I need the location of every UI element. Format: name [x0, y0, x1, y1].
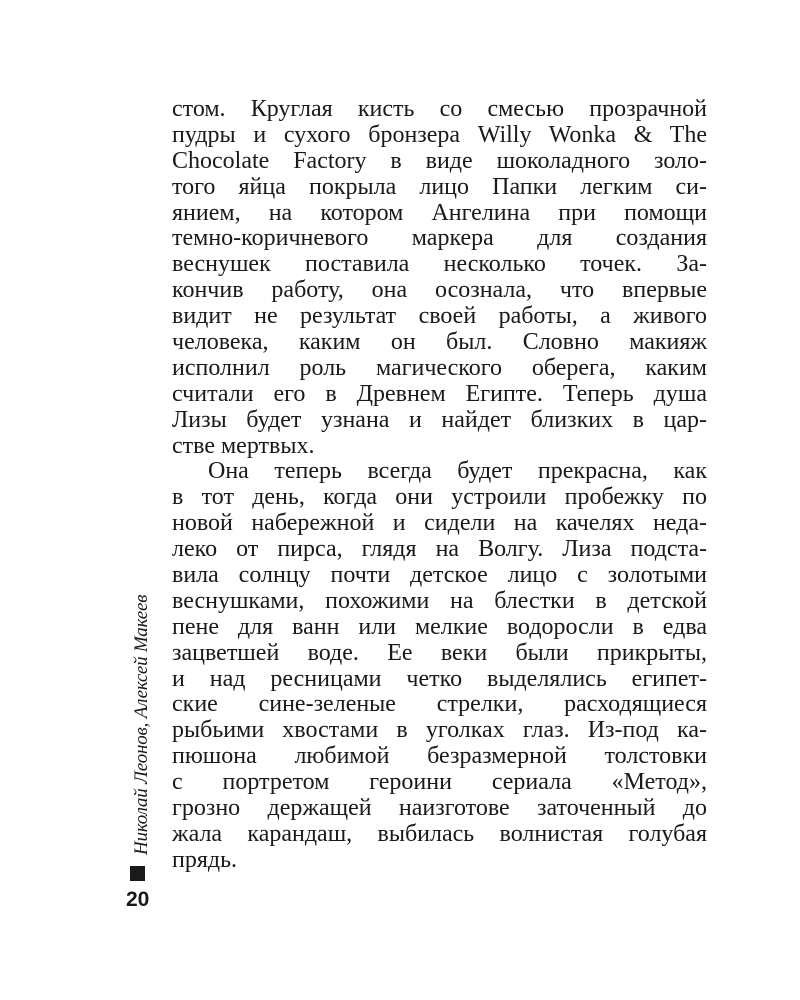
text-line: человека, каким он был. Словно макияж	[172, 329, 707, 356]
text-line: пюшона любимой безразмерной толстовки	[172, 743, 707, 770]
text-line: исполнил роль магического оберега, каким	[172, 354, 707, 381]
text-line: леко от пирса, глядя на Волгу. Лиза подста-	[172, 536, 707, 563]
text-line: и над ресницами четко выделялись египет-	[172, 665, 707, 692]
text-line: темно-коричневого маркера для создания	[172, 225, 707, 252]
text-line: янием, на котором Ангелина при помощи	[172, 199, 707, 226]
text-line: пудры и сухого бронзера Willy Wonka & The	[172, 121, 707, 148]
text-line: новой набережной и сидели на качелях неда-	[172, 510, 707, 537]
text-line: прядь.	[172, 846, 238, 873]
text-line: кончив работу, она осознала, что впервые	[172, 277, 707, 304]
paragraph-2	[172, 459, 707, 873]
text-line: того яйца покрыла лицо Папки легким си-	[172, 173, 707, 200]
text-line: в тот день, когда они устроили пробежку по	[172, 484, 707, 511]
text-line: рыбьими хвостами в уголках глаз. Из-под ка-	[172, 717, 707, 744]
text-line: видит не результат своей работы, а живого	[172, 303, 707, 330]
text-line: Лизы будет узнана и найдет близких в цар-	[172, 406, 707, 433]
text-line: считали его в Древнем Египте. Теперь душа	[172, 380, 707, 407]
body-text	[172, 97, 707, 874]
text-line: пене для ванн или мелкие водоросли в едва	[172, 613, 707, 640]
text-line: стом. Круглая кисть со смесью прозрачной	[172, 96, 707, 122]
text-line: ские сине-зеленые стрелки, расходящиеся	[172, 691, 707, 718]
text-line: стве мертвых.	[172, 432, 315, 459]
page-number: 20	[126, 888, 150, 911]
text-line: вила солнцу почти детское лицо с золотыми	[172, 562, 707, 589]
text-line: веснушками, похожими на блестки в детской	[172, 587, 707, 614]
text-line: Она теперь всегда будет прекрасна, как	[208, 458, 707, 485]
running-head-square-marker	[130, 866, 145, 881]
text-line: зацветшей воде. Ее веки были прикрыты,	[172, 639, 707, 666]
text-line: грозно держащей наизготове заточенный до	[172, 795, 707, 822]
text-line: Chocolate Factory в виде шоколадного золо-	[172, 147, 707, 174]
running-head-authors: Николай Леонов, Алексей Макеев	[131, 594, 152, 855]
text-line: жала карандаш, выбилась волнистая голубая	[172, 820, 707, 847]
text-line: веснушек поставила несколько точек. За-	[172, 251, 707, 278]
paragraph-1	[172, 97, 707, 459]
text-line: с портретом героини сериала «Метод»,	[172, 769, 707, 796]
